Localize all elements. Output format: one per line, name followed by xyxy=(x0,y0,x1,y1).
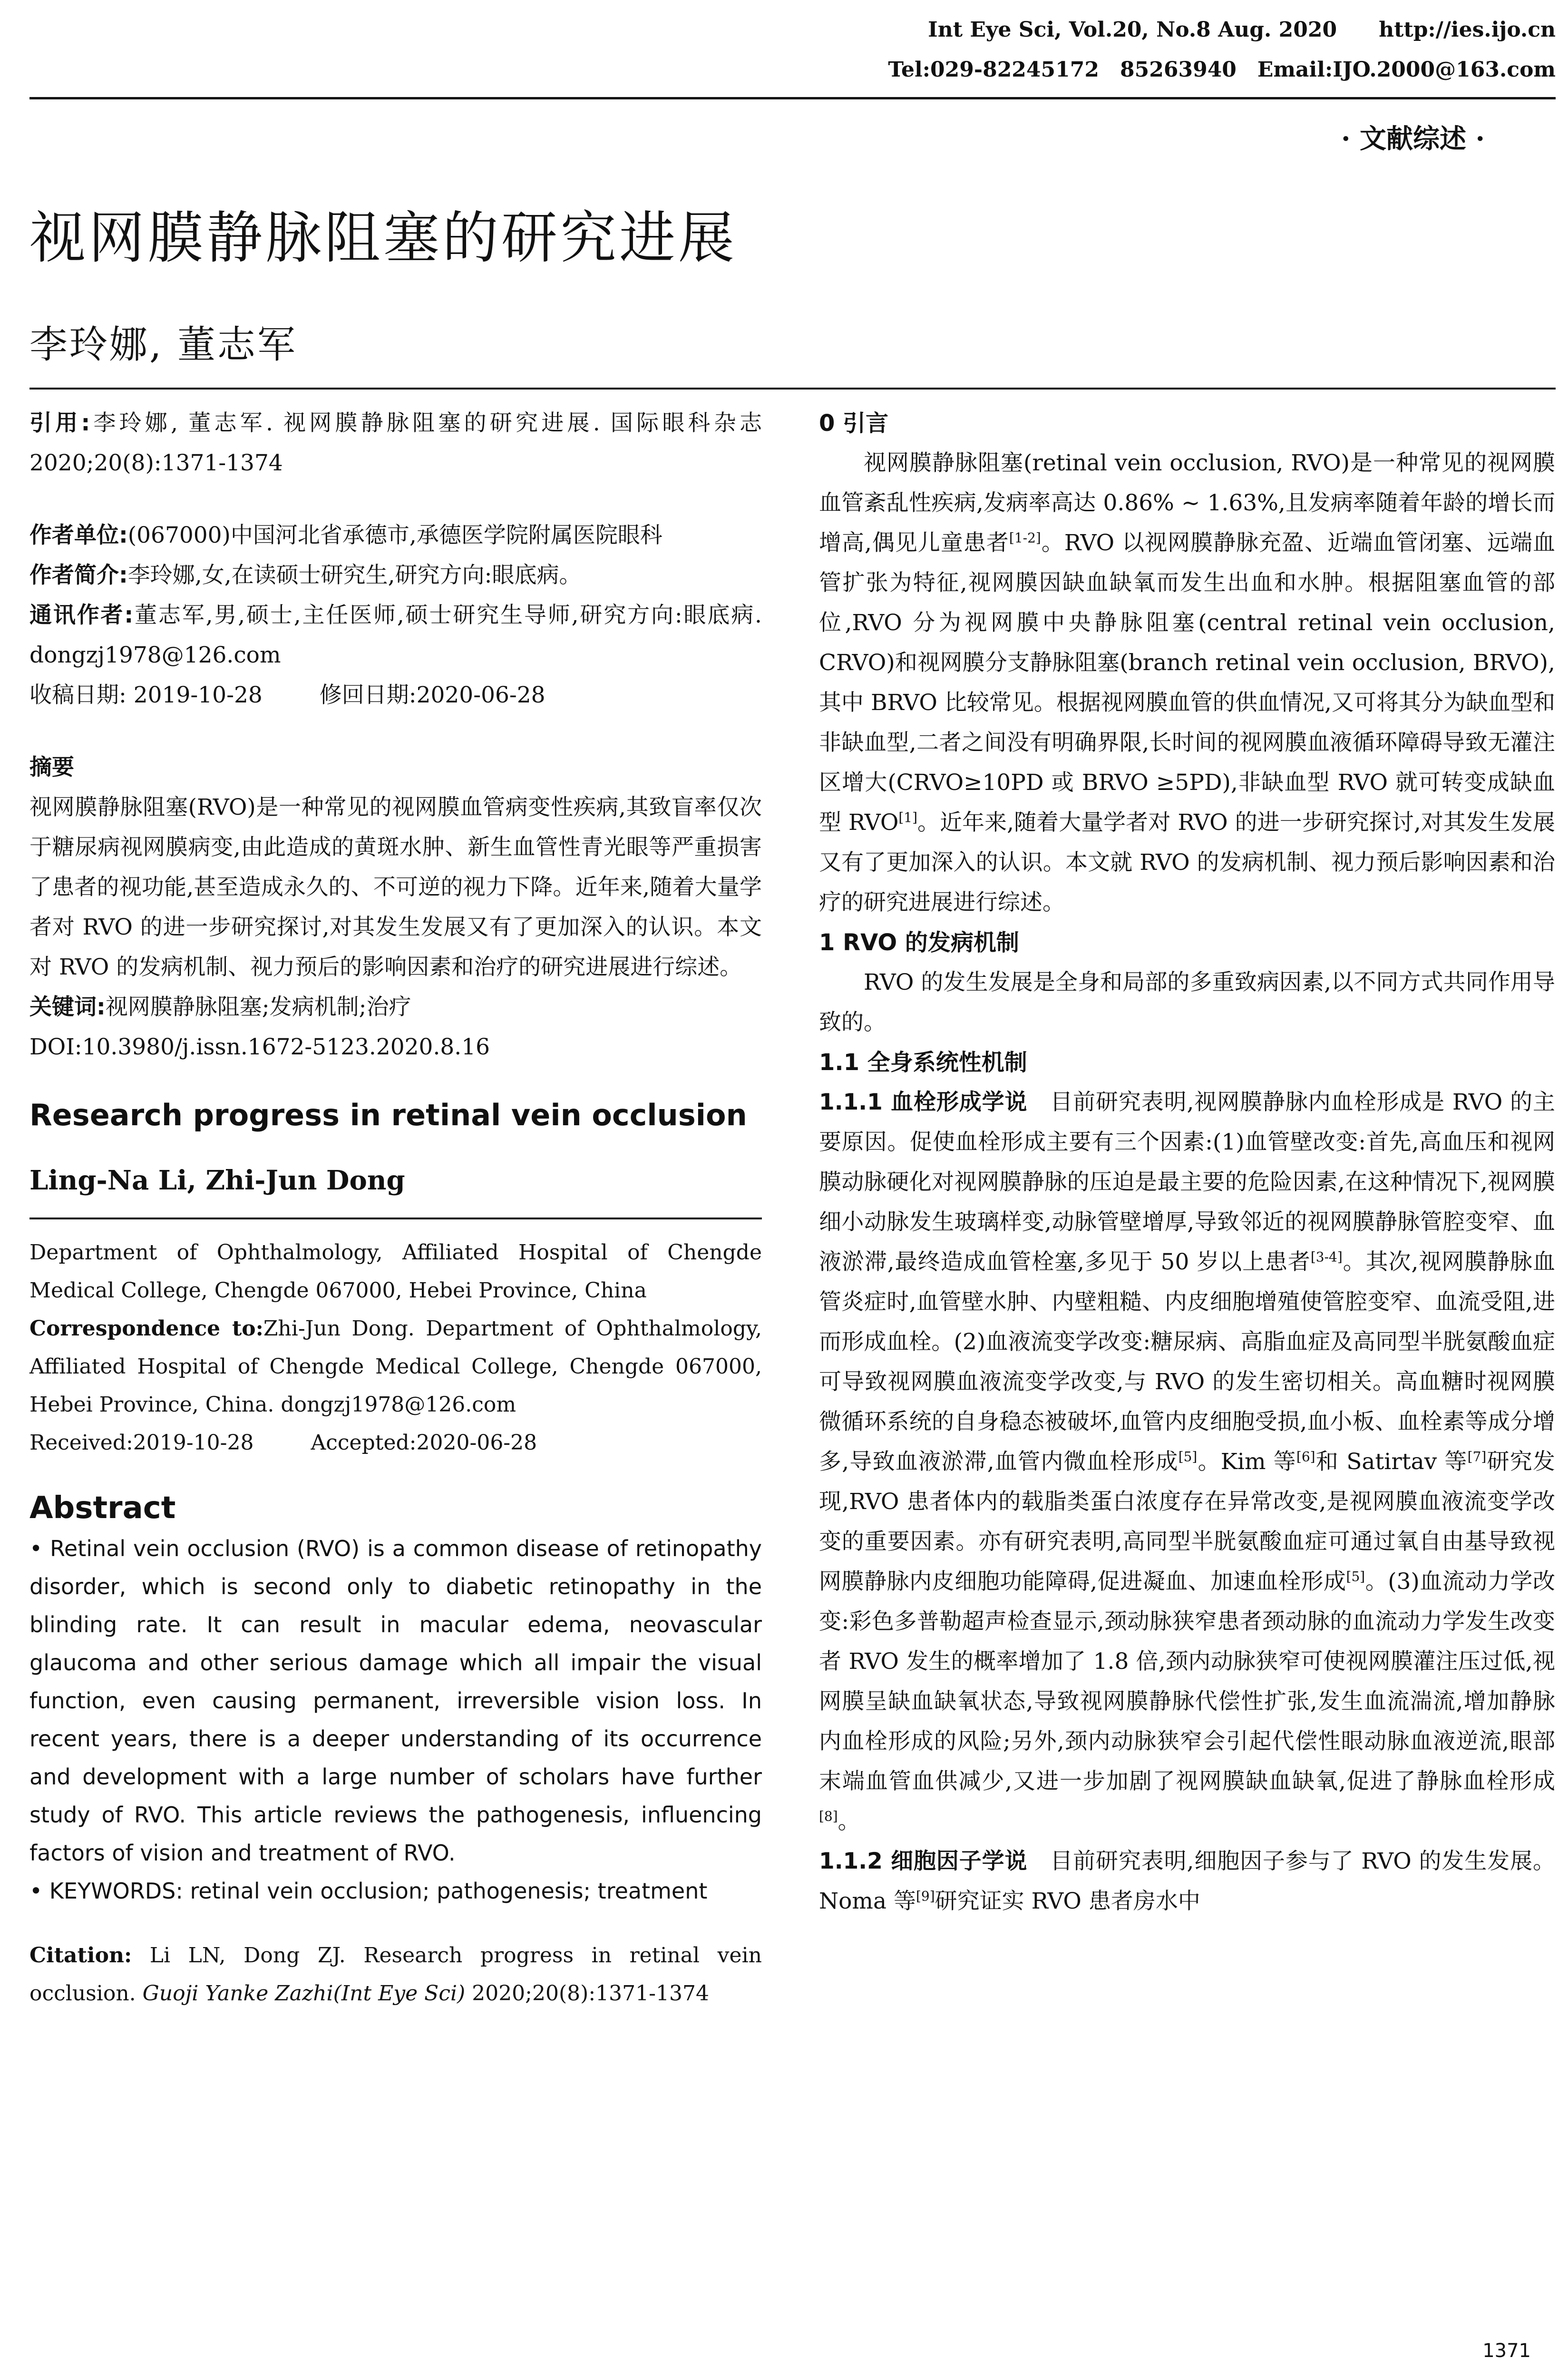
keywords-label: 关键词: xyxy=(29,994,106,1020)
paragraph-1-1-2 xyxy=(819,1841,1555,1921)
ref-9[interactable]: [9] xyxy=(915,1888,935,1904)
ref-3-4[interactable]: [3-4] xyxy=(1310,1249,1343,1265)
affiliation xyxy=(29,516,762,555)
citation-cn xyxy=(29,403,762,483)
p111-text-c: 。Kim 等 xyxy=(1197,1449,1296,1475)
ref-5b[interactable]: [5] xyxy=(1346,1568,1365,1585)
keywords-cn xyxy=(29,987,762,1027)
affiliation-text: (067000)中国河北省承德市,承德医学院附属医院眼科 xyxy=(127,522,662,548)
corr-label: 通讯作者: xyxy=(29,602,134,628)
revised-date: 修回日期:2020-06-28 xyxy=(319,682,545,708)
correspondence-en xyxy=(29,1310,762,1424)
dates-en xyxy=(29,1424,762,1462)
left-column xyxy=(29,403,762,2013)
journal-info: Int Eye Sci, Vol.20, No.8 Aug. 2020 http://ies.ijo.cn xyxy=(928,18,1556,42)
abstract-cn-heading: 摘要 xyxy=(29,754,74,780)
p111-text-b: 。其次,视网膜静脉血管炎症时,血管壁水肿、内壁粗糙、内皮细胞增殖使管腔变窄、血流受阻,进而形成血栓。(2)血液流变学改变:糖尿病、高脂血症及高同型半胱氨酸血症可导致视网膜血液流变学改变,与 RVO 的发生密切相关。高血糖时视网膜微循环系统的自身稳态被破坏,血管内皮细胞受损,血小板、血栓素等成分增多,导致血液淤滞,血管内微血栓形成 xyxy=(819,1249,1555,1475)
citation-text: 李玲娜, 董志军. 视网膜静脉阻塞的研究进展. 国际眼科杂志 2020;20(8):1371-1374 xyxy=(29,410,762,476)
citation-en-journal: Guoji Yanke Zazhi(Int Eye Sci) xyxy=(142,1981,466,2006)
correspondence-en-label: Correspondence to: xyxy=(29,1316,263,1341)
authors: 李玲娜, 董志军 xyxy=(29,322,297,367)
intro-text-3: 。近年来,随着大量学者对 RVO 的进一步研究探讨,对其发生发展又有了更加深入的认识。本文就 RVO 的发病机制、视力预后影响因素和治疗的研究进展进行综述。 xyxy=(819,809,1555,916)
section-tag: · 文献综述 · xyxy=(1341,123,1485,155)
ref-8[interactable]: [8] xyxy=(819,1808,838,1824)
heading-1: 1 RVO 的发病机制 xyxy=(819,929,1019,956)
p111-text-a: 目前研究表明,视网膜静脉内血栓形成是 RVO 的主要原因。促使血栓形成主要有三个因素:(1)血管壁改变:首先,高血压和视网膜动脉硬化对视网膜静脉的压迫是最主要的危险因素,在这种情况下,视网膜细小动脉发生玻璃样变,动脉管壁增厚,导致邻近的视网膜静脉管腔变窄、血液淤滞,最终造成血管栓塞,多见于 50 岁以上患者 xyxy=(819,1089,1555,1275)
p111-text-f: 。(3)血流动力学改变:彩色多普勒超声检查显示,颈动脉狭窄患者颈动脉的血流动力学发生改变者 RVO 发生的概率增加了 1.8 倍,颈内动脉狭窄可使视网膜灌注压过低,视网膜呈缺血缺氧状态,导致视网膜静脉代偿性扩张,发生血流湍流,增加静脉内血栓形成的风险;另外,颈内动脉狭窄会引起代偿性眼动脉血液逆流,眼部末端血管血供减少,又进一步加剧了视网膜缺血缺氧,促进了静脉血栓形成 xyxy=(819,1568,1555,1794)
p111-text-g: 。 xyxy=(838,1808,860,1834)
citation-label: 引用: xyxy=(29,410,90,436)
p111-text-e: 研究发现,RVO 患者体内的载脂类蛋白浓度存在异常改变,是视网膜血液流变学改变的重要因素。亦有研究表明,高同型半胱氨酸血症可通过氧自由基导致视网膜静脉内皮细胞功能障碍,促进凝血、加速血栓形成 xyxy=(819,1449,1555,1595)
department-en: Department of Ophthalmology, Affiliated Hospital of Chengde Medical College, Chengde 067000, Hebei Province, China xyxy=(29,1240,762,1303)
author-bio xyxy=(29,555,762,595)
english-title: Research progress in retinal vein occlusion xyxy=(29,1098,747,1132)
ref-7[interactable]: [7] xyxy=(1467,1449,1487,1465)
corr-text: 董志军,男,硕士,主任医师,硕士研究生导师,研究方向:眼底病. dongzj1978@126.com xyxy=(29,602,762,668)
affiliation-label: 作者单位: xyxy=(29,522,128,548)
doi[interactable]: DOI:10.3980/j.issn.1672-5123.2020.8.16 xyxy=(29,1034,490,1060)
heading-1-1-2: 1.1.2 细胞因子学说 xyxy=(819,1848,1028,1874)
english-rule xyxy=(29,1218,762,1219)
paragraph-1-1-1 xyxy=(819,1082,1555,1841)
ref-6[interactable]: [6] xyxy=(1296,1449,1315,1465)
heading-intro: 0 引言 xyxy=(819,410,889,437)
intro-text-2: 。RVO 以视网膜静脉充盈、近端血管闭塞、远端血管扩张为特征,视网膜因缺血缺氧而发生出血和水肿。根据阻塞血管的部位,RVO 分为视网膜中央静脉阻塞(central retinal vein occlusion, CRVO)和视网膜分支静脉阻塞(branch retinal vein occlusion, BRVO),其中 BRVO 比较常见。根据视网膜血管的供血情况,又可将其分为缺血型和非缺血型,二者之间没有明确界限,长时间的视网膜血液循环障碍导致无灌注区增大(CRVO≥10PD 或 BRVO ≥5PD),非缺血型 RVO 就可转变成缺血型 RVO xyxy=(819,530,1555,836)
abstract-en-heading: Abstract xyxy=(29,1490,176,1526)
heading-1-1-1: 1.1.1 血栓形成学说 xyxy=(819,1089,1028,1115)
p111-text-d: 和 Satirtav 等 xyxy=(1315,1449,1468,1475)
accepted-en: Accepted:2020-06-28 xyxy=(311,1431,537,1455)
bio-label: 作者简介: xyxy=(29,562,128,588)
intro-text-1: 视网膜静脉阻塞(retinal vein occlusion, RVO)是一种常见的视网膜血管紊乱性疾病,发病率高达 0.86% ~ 1.63%,且发病率随着年龄的增长而增高,偶见儿童患者 xyxy=(819,450,1555,556)
bio-text: 李玲娜,女,在读硕士研究生,研究方向:眼底病。 xyxy=(127,562,582,588)
citation-en xyxy=(29,1937,762,2013)
ref-5[interactable]: [5] xyxy=(1178,1449,1198,1465)
p112-text-b: 研究证实 RVO 患者房水中 xyxy=(935,1888,1200,1914)
intro-paragraph xyxy=(819,443,1555,923)
page-number: 1371 xyxy=(1482,2340,1531,2362)
received-en: Received:2019-10-28 xyxy=(29,1431,254,1455)
corresponding-author xyxy=(29,595,762,675)
received-date: 收稿日期: 2019-10-28 xyxy=(29,682,263,708)
journal-contact: Tel:029-82245172 85263940 Email:IJO.2000@163.com xyxy=(888,58,1556,82)
citation-en-label: Citation: xyxy=(29,1943,132,1968)
title-rule xyxy=(29,388,1556,390)
dates-cn xyxy=(29,675,762,715)
abstract-en: • Retinal vein occlusion (RVO) is a common disease of retinopathy disorder, which is second only to diabetic retinopathy in the blinding rate. It can result in macular edema, neovascular glaucoma and other serious damage which all impair the visual function, even causing permanent, irreversible vision loss. In recent years, there is a deeper understanding of its occurrence and development with a large number of scholars have further study of RVO. This article reviews the pathogenesis, influencing factors of vision and treatment of RVO. xyxy=(29,1536,762,1866)
keywords-text: 视网膜静脉阻塞;发病机制;治疗 xyxy=(105,994,411,1020)
section-1-text: RVO 的发生发展是全身和局部的多重致病因素,以不同方式共同作用导致的。 xyxy=(819,969,1555,1035)
ref-1-2[interactable]: [1-2] xyxy=(1009,530,1041,546)
right-column xyxy=(819,403,1555,1921)
p112-text-a: 目前研究表明,细胞因子参与了 RVO 的发生发展。Noma 等 xyxy=(819,1848,1555,1914)
citation-en-text: Li LN, Dong ZJ. Research progress in retinal vein occlusion. xyxy=(29,1943,762,2006)
header-rule xyxy=(29,97,1556,99)
abstract-cn: 视网膜静脉阻塞(RVO)是一种常见的视网膜血管病变性疾病,其致盲率仅次于糖尿病视网膜病变,由此造成的黄斑水肿、新生血管性青光眼等严重损害了患者的视功能,甚至造成永久的、不可逆的视力下降。近年来,随着大量学者对 RVO 的进一步研究探讨,对其发生发展又有了更加深入的认识。本文对 RVO 的发病机制、视力预后的影响因素和治疗的研究进展进行综述。 xyxy=(29,794,762,980)
heading-1-1: 1.1 全身系统性机制 xyxy=(819,1049,1027,1076)
citation-en-tail: 2020;20(8):1371-1374 xyxy=(472,1981,709,2006)
keywords-en: • KEYWORDS: retinal vein occlusion; pathogenesis; treatment xyxy=(29,1878,708,1904)
english-authors: Ling-Na Li, Zhi-Jun Dong xyxy=(29,1165,405,1196)
correspondence-en-text: Zhi-Jun Dong. Department of Ophthalmology, Affiliated Hospital of Chengde Medical College, Chengde 067000, Hebei Province, China. dongzj1978@126.com xyxy=(29,1316,762,1417)
ref-1[interactable]: [1] xyxy=(898,809,918,826)
article-title: 视网膜静脉阻塞的研究进展 xyxy=(29,205,738,271)
